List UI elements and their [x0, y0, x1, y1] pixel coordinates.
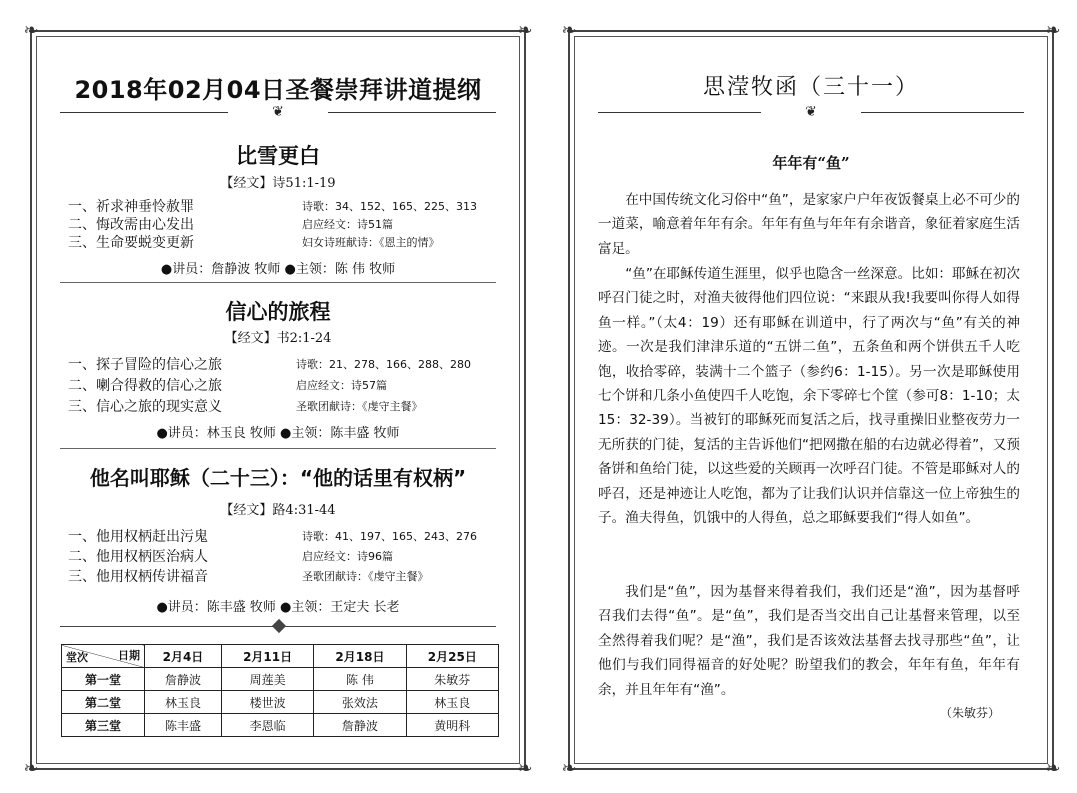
- table-corner-cell: [62, 645, 145, 668]
- table-cell: 詹静波: [145, 668, 222, 691]
- date-column-header: 2月4日: [145, 645, 222, 668]
- corner-ornament-icon: ❧: [23, 758, 39, 779]
- corner-ornament-icon: ❧: [561, 20, 577, 41]
- date-column-header: 2月25日: [406, 645, 498, 668]
- table-row: [62, 668, 499, 691]
- sermon-point: 三、信心之旅的现实意义: [68, 399, 222, 415]
- scripture-ref: 【经文】书2:1-24: [224, 331, 332, 346]
- table-cell: 张效法: [314, 691, 406, 714]
- corner-ornament-icon: ❧: [517, 20, 533, 41]
- sermon-title: 信心的旅程: [225, 300, 331, 324]
- responsive-reading: 启应经文：诗51篇: [302, 218, 393, 231]
- service-label: 第一堂: [62, 668, 145, 691]
- title-rule-right: [861, 112, 1024, 113]
- corner-ornament-icon: ❧: [1045, 758, 1061, 779]
- sermon-point: 三、生命要蜕变更新: [68, 235, 194, 251]
- scripture-ref: 【经文】路4:31-44: [220, 503, 336, 518]
- speaker-line: ●讲员：詹静波 牧师 ●主领：陈 伟 牧师: [160, 262, 396, 277]
- table-cell: 陈丰盛: [145, 714, 222, 737]
- responsive-reading: 启应经文：诗57篇: [296, 379, 387, 392]
- choir-anthem: 妇女诗班献诗：《恩主的情》: [302, 236, 440, 249]
- table-cell: 林玉良: [145, 691, 222, 714]
- sermon-title: 他名叫耶稣（二十三）：“他的话里有权柄”: [89, 466, 467, 490]
- corner-ornament-icon: ❧: [1045, 20, 1061, 41]
- preacher-schedule-table: [61, 644, 499, 737]
- table-cell: 朱敏芬: [406, 668, 498, 691]
- sermon-point: 一、祈求神垂怜赦罪: [68, 199, 194, 215]
- scripture-ref: 【经文】诗51:1-19: [220, 176, 336, 191]
- letter-paragraph: “鱼”在耶稣传道生涯里，似乎也隐含一丝深意。比如：耶稣在初次呼召门徒之时，对渔夫彼得他们四位说：“来跟从我!我要叫你得人如得鱼一样。”（太4：19）还有耶稣在训道中，行了两次与“鱼”有关的神迹。一次是我们津津乐道的“五饼二鱼”，五条鱼和两个饼供五千人吃饱，收拾零碎，装满十二个篮子（参约6：1-15）。另一次是耶稣使用七个饼和几条小鱼使四千人吃饱，余下零碎七个筐（参可8：1-10；太15：32-39）。当被钉的耶稣死而复活之后，找寻重操旧业整夜劳力一无所获的门徒，复活的主告诉他们“把网撒在船的右边就必得着”，又预备饼和鱼给门徒，以这些爱的关顾再一次呼召门徒。不管是耶稣对人的呼召，还是神迹让人吃饱，都为了让我们认识并信靠这一位上帝独生的子。渔夫得鱼，饥饿中的人得鱼，总之耶稣要我们“得人如鱼”。: [598, 266, 1020, 527]
- speaker-line: ●讲员：陈丰盛 牧师 ●主领：王定夫 长老: [156, 600, 400, 615]
- date-header-label: 日期: [118, 649, 140, 662]
- letter-paragraph: 在中国传统文化习俗中“鱼”，是家家户户年夜饭餐桌上必不可少的一道菜，喻意着年年有余。年年有鱼与年年有余谐音，象征着家庭生活富足。: [598, 192, 1020, 257]
- section-divider: [60, 448, 496, 449]
- sermon-title: 比雪更白: [236, 144, 320, 168]
- hymns-info: 诗歌：41、197、165、243、276: [302, 530, 477, 543]
- hymns-info: 诗歌：21、278、166、288、280: [296, 358, 471, 371]
- outline-title: 2018年02月04日圣餐崇拜讲道提纲: [74, 76, 482, 104]
- choir-anthem: 圣歌团献诗：《虔守主餐》: [296, 400, 423, 413]
- sermon-point: 二、他用权柄医治病人: [68, 549, 208, 565]
- service-label: 第三堂: [62, 714, 145, 737]
- date-column-header: 2月11日: [221, 645, 313, 668]
- sermon-point: 一、他用权柄赶出污鬼: [68, 529, 208, 545]
- table-cell: 詹静波: [314, 714, 406, 737]
- left-page: [23, 20, 533, 779]
- table-header-row: [62, 645, 499, 668]
- service-header-label: 堂次: [66, 651, 88, 664]
- hymns-info: 诗歌：34、152、165、225、313: [302, 200, 477, 213]
- letter-series-title: 思滢牧函（三十一）: [702, 75, 919, 100]
- speaker-line: ●讲员：林玉良 牧师 ●主领：陈丰盛 牧师: [156, 426, 400, 441]
- title-rule-left: [60, 112, 228, 113]
- table-cell: 楼世波: [221, 691, 313, 714]
- corner-ornament-icon: ❧: [517, 758, 533, 779]
- letter-author: （朱敏芬）: [939, 706, 1000, 720]
- table-row: [62, 691, 499, 714]
- letter-paragraph: 我们是“鱼”，因为基督来得着我们，我们还是“渔”，因为基督呼召我们去得“鱼”。是“鱼”，我们是否当交出自己让基督来管理，以至全然得着我们呢？是“渔”，我们是否该效法基督去找寻那些“鱼”，让他们与我们同得福音的好处呢？盼望我们的教会，年年有鱼，年年有余，并且年年有“渔”。: [598, 584, 1020, 698]
- title-rule-right: [328, 112, 496, 113]
- sermon-point: 一、探子冒险的信心之旅: [68, 357, 222, 373]
- sermon-point: 二、喇合得救的信心之旅: [68, 378, 222, 394]
- service-label: 第二堂: [62, 691, 145, 714]
- sermon-point: 二、悔改需由心发出: [68, 217, 194, 233]
- table-row: [62, 714, 499, 737]
- corner-ornament-icon: ❧: [23, 20, 39, 41]
- ornament-icon: ❦: [272, 104, 284, 120]
- table-cell: 陈 伟: [314, 668, 406, 691]
- section-divider: [60, 282, 496, 283]
- table-cell: 黄明科: [406, 714, 498, 737]
- ornament-icon: ❦: [805, 104, 817, 120]
- right-page: [561, 20, 1061, 779]
- table-cell: 林玉良: [406, 691, 498, 714]
- corner-ornament-icon: ❧: [561, 758, 577, 779]
- table-cell: 周莲美: [221, 668, 313, 691]
- choir-anthem: 圣歌团献诗：《虔守主餐》: [302, 570, 429, 583]
- letter-subtitle: 年年有“鱼”: [772, 154, 850, 172]
- responsive-reading: 启应经文：诗96篇: [302, 550, 393, 563]
- sermon-point: 三、他用权柄传讲福音: [68, 569, 208, 585]
- date-column-header: 2月18日: [314, 645, 406, 668]
- table-cell: 李恩临: [221, 714, 313, 737]
- title-rule-left: [598, 112, 761, 113]
